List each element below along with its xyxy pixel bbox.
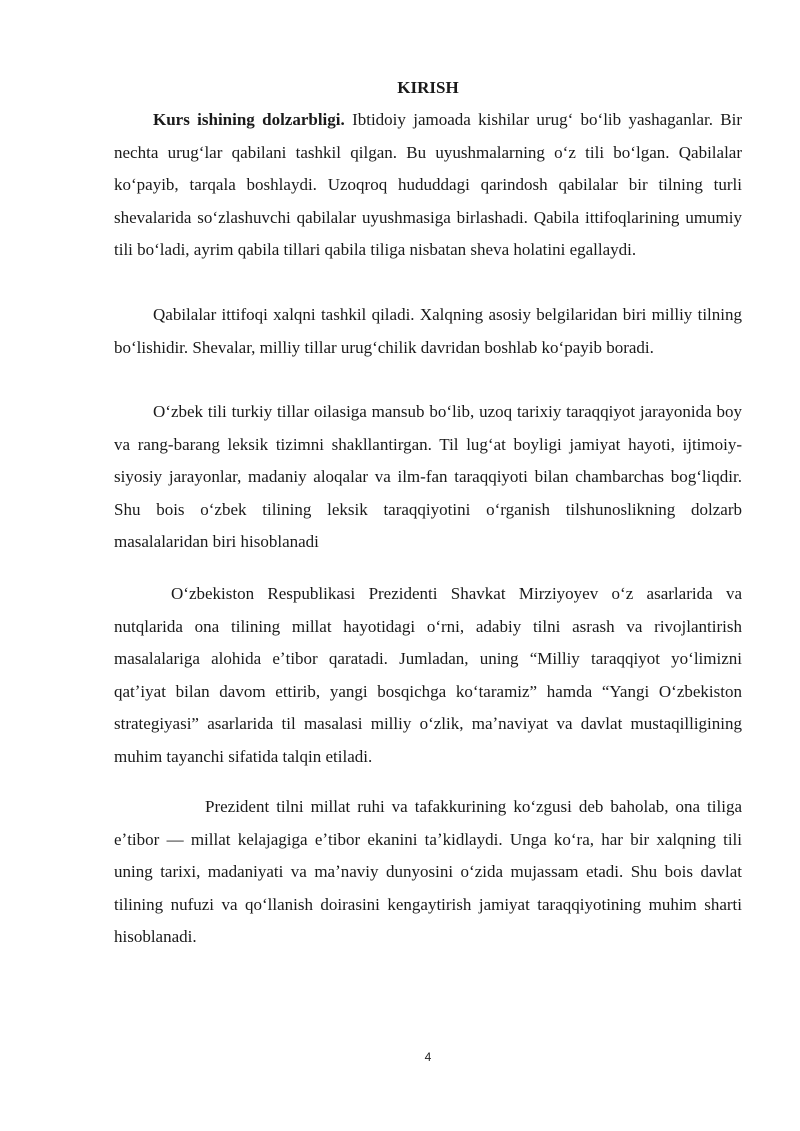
- paragraph-relevance: [114, 104, 742, 267]
- paragraph-uzbek-language: [114, 396, 742, 559]
- paragraph-text: Oʻzbek tili turkiy tillar oilasiga mansub boʻlib, uzoq tarixiy taraqqiyot jarayonida boy va rang-barang leksik tizimni shakllantirgan. Til lugʻat boyligi jamiyat hayoti, ijtimoiy-siyosiy jarayonlar, madaniy aloqalar va ilm-fan taraqqiyoti bilan chambarchas bogʻliqdir. Shu bois oʻzbek tilining leksik taraqqiyotini oʻrganish tilshunoslikning dolzarb masalalaridan biri hisoblanadi: [114, 402, 742, 551]
- paragraph-text: Prezident tilni millat ruhi va tafakkurining koʻzgusi deb baholab, ona tiliga eʼtibor — millat kelajagiga eʼtibor ekanini taʼkidlaydi. Unga koʻra, har bir xalqning tili uning tarixi, madaniyati va maʼnaviy dunyosini oʻzida mujassam etadi. Shu bois davlat tilining nufuzi va qoʻllanish doirasini kengaytirish jamiyat taraqqiyotining muhim sharti hisoblanadi.: [114, 797, 742, 946]
- paragraph-lead-bold: Kurs ishining dolzarbligi.: [153, 110, 345, 129]
- paragraph-text: Qabilalar ittifoqi xalqni tashkil qiladi. Xalqning asosiy belgilaridan biri milliy tilning boʻlishidir. Shevalar, milliy tillar urugʻchilik davridan boshlab koʻpayib boradi.: [114, 305, 742, 357]
- paragraph-text: Oʻzbekiston Respublikasi Prezidenti Shavkat Mirziyoyev oʻz asarlarida va nutqlarida ona tilining millat hayotidagi oʻrni, adabiy tilni asrash va rivojlantirish masalalariga alohida eʼtibor qaratadi. Jumladan, uning “Milliy taraqqiyot yoʻlimizni qatʼiyat bilan davom ettirib, yangi bosqichga koʻtaramiz” hamda “Yangi Oʻzbekiston strategiyasi” asarlarida til masalasi milliy oʻzlik, maʼnaviyat va davlat mustaqilligining muhim tayanchi sifatida talqin etiladi.: [114, 584, 742, 766]
- paragraph-president-works: [114, 578, 742, 773]
- paragraph-tribal-unions: [114, 299, 742, 364]
- paragraph-president-language: [114, 791, 742, 954]
- page-number: 4: [424, 1050, 432, 1064]
- paragraph-text: Ibtidoiy jamoada kishilar urugʻ boʻlib yashaganlar. Bir nechta urugʻlar qabilani tashkil qilgan. Bu uyushmalarning oʻz tili boʻlgan. Qabilalar koʻpayib, tarqala boshlaydi. Uzoqroq hududdagi qarindosh qabilalar bir tilning turli shevalarida soʻzlashuvchi qabilalar uyushmasiga birlashadi. Qabila ittifoqlarining umumiy tili boʻladi, ayrim qabila tillari qabila tiliga nisbatan sheva holatini egallaydi.: [114, 110, 742, 259]
- section-heading: KIRISH: [397, 78, 459, 97]
